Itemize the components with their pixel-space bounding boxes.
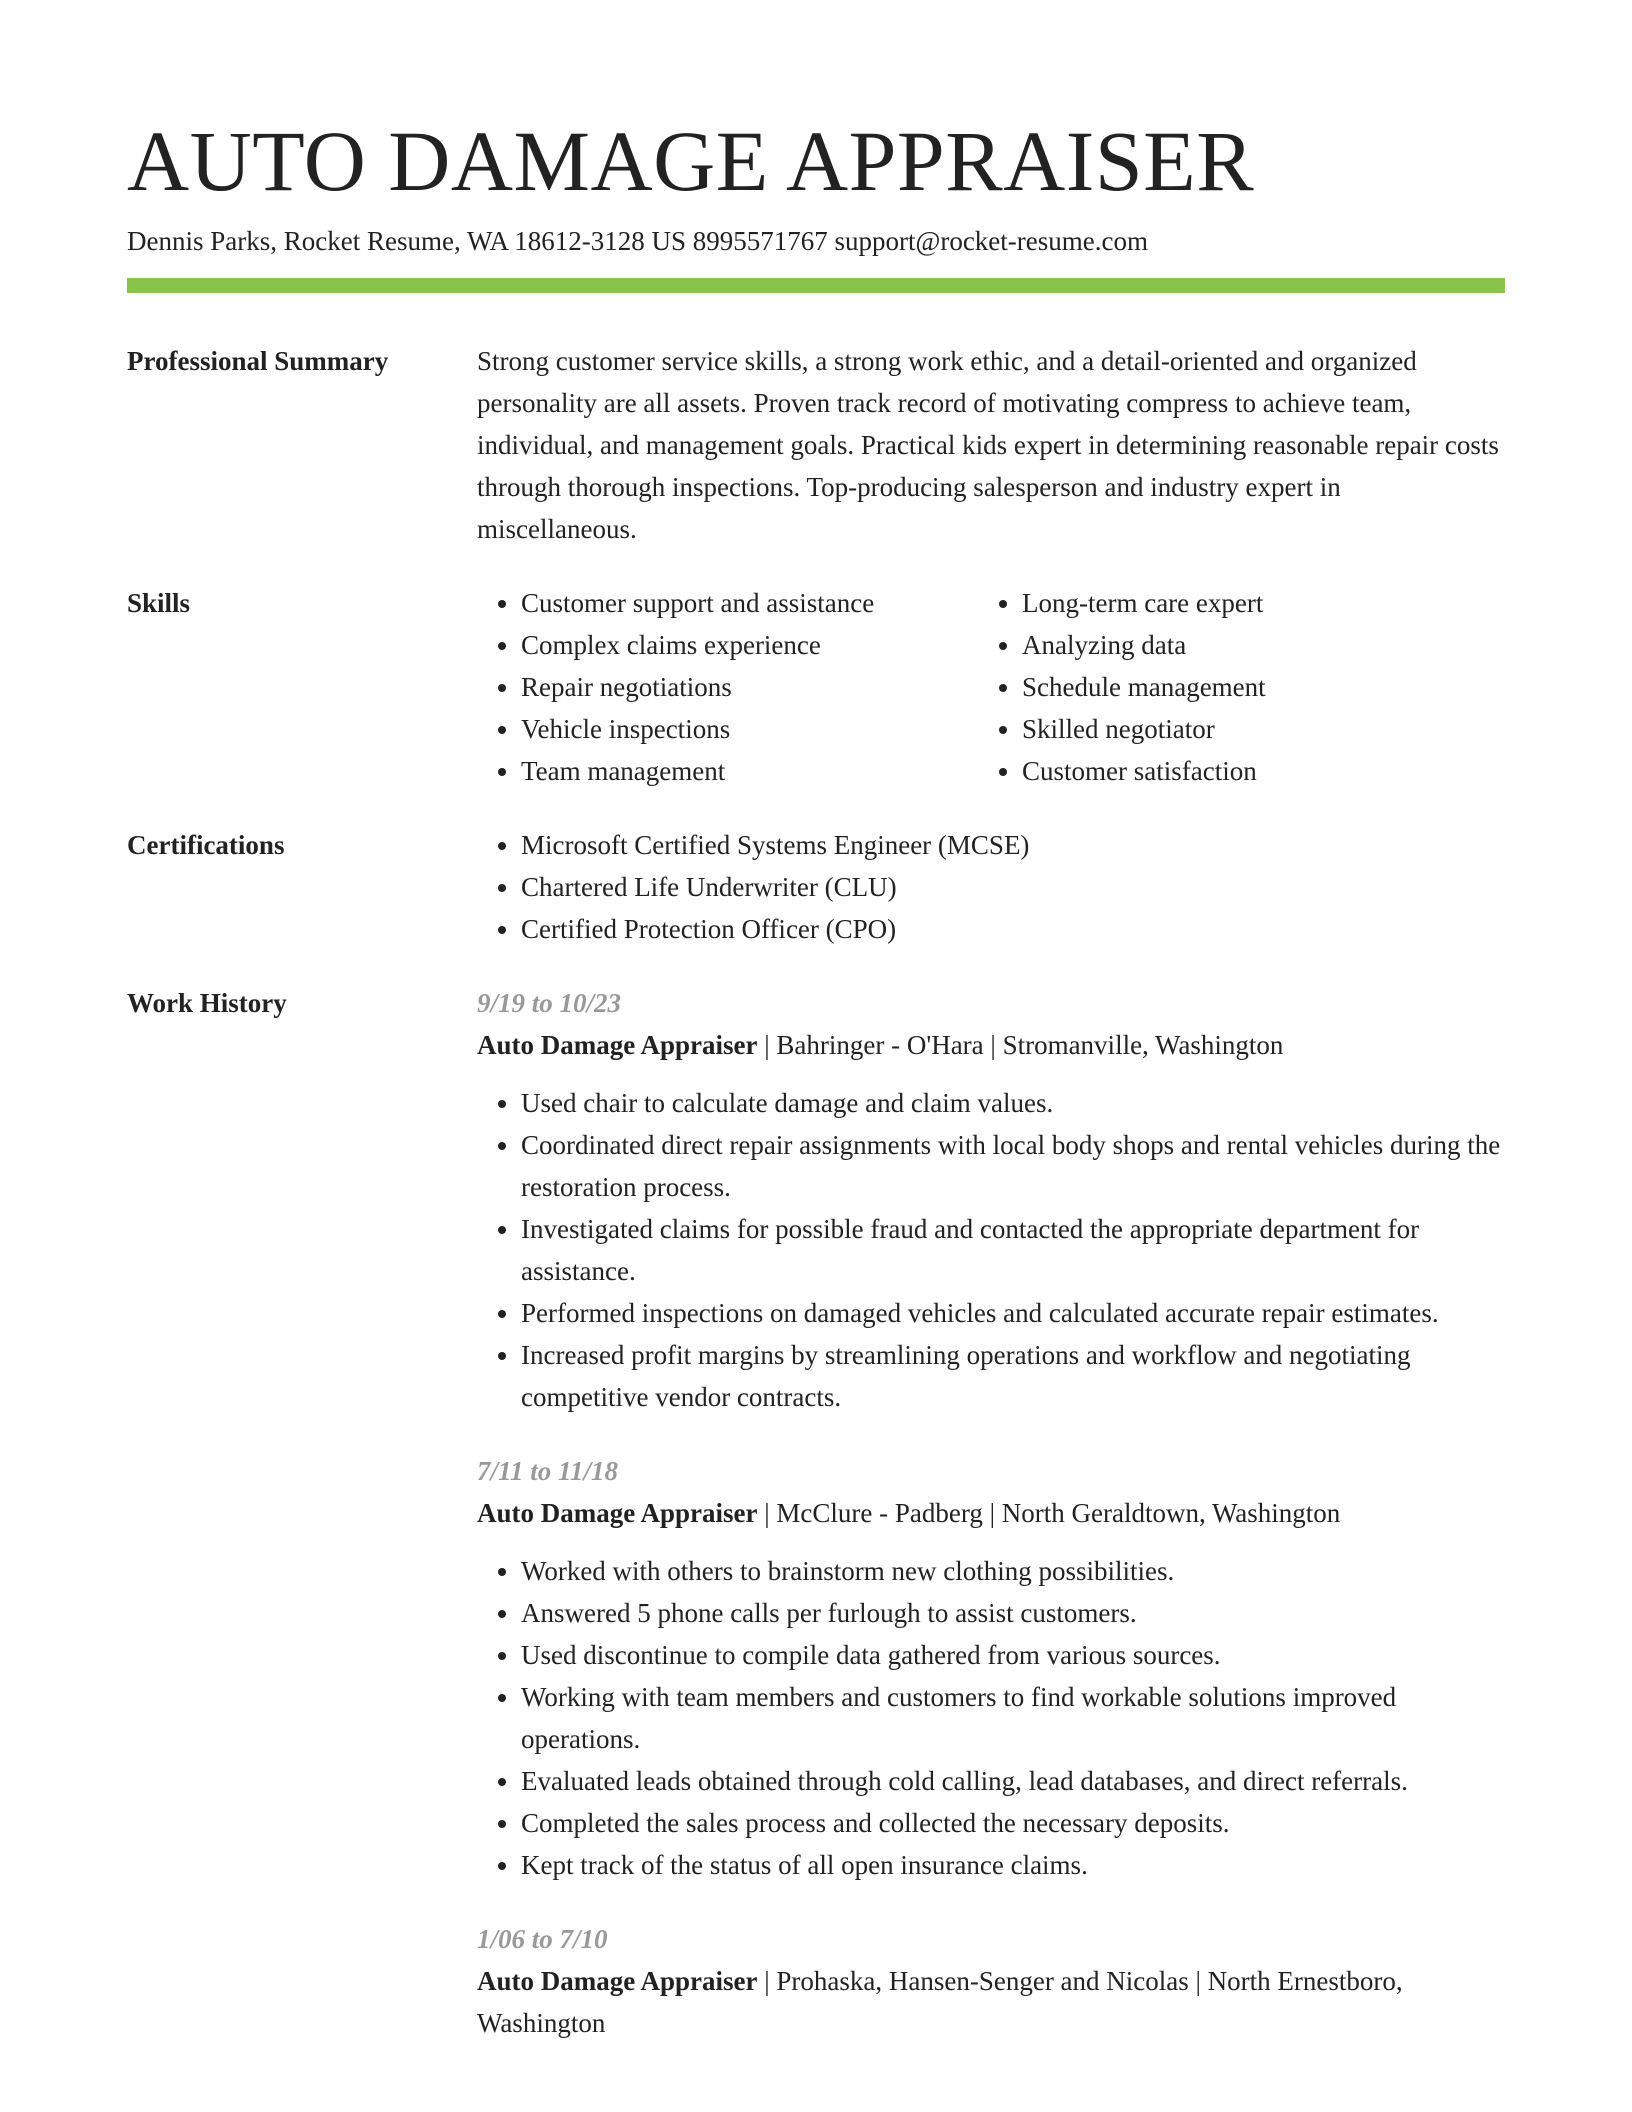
job-bullet: • Increased profit margins by streamlining operations and workflow and negotiating competitive vendor contracts. [521, 1334, 1505, 1418]
job-bullets [477, 1550, 1505, 1886]
job-dates: 7/11 to 11/18 [477, 1456, 619, 1487]
skills-list-right [978, 582, 1505, 792]
skill-item: • Team management [521, 750, 978, 792]
skill-item: • Repair negotiations [521, 666, 978, 708]
job-bullet: • Used chair to calculate damage and claim values. [521, 1082, 1505, 1124]
skill-item: • Analyzing data [1022, 624, 1505, 666]
job-heading [477, 1960, 1505, 2044]
skill-item: • Customer support and assistance [521, 582, 978, 624]
job-entry [477, 1450, 1505, 1886]
certifications-section [127, 824, 1505, 950]
job-heading [477, 1024, 1505, 1066]
job-bullets [477, 1082, 1505, 1418]
skill-item: • Complex claims experience [521, 624, 978, 666]
skills-section [127, 582, 1505, 792]
job-bullet: • Investigated claims for possible fraud and contacted the appropriate department for assistance. [521, 1208, 1505, 1292]
job-bullet: • Coordinated direct repair assignments with local body shops and rental vehicles during the restoration process. [521, 1124, 1505, 1208]
skills-list-left [477, 582, 978, 792]
job-heading [477, 1492, 1505, 1534]
skills-heading: Skills [127, 588, 191, 619]
skill-item: • Schedule management [1022, 666, 1505, 708]
job-dates: 9/19 to 10/23 [477, 988, 622, 1019]
resume-title: AUTO DAMAGE APPRAISER [127, 113, 1255, 209]
skill-item: • Vehicle inspections [521, 708, 978, 750]
certifications-heading: Certifications [127, 830, 285, 861]
job-title: Auto Damage Appraiser [477, 1966, 758, 1997]
work-history-heading: Work History [127, 988, 287, 1019]
work-history-section [127, 982, 1505, 2076]
skill-item: • Customer satisfaction [1022, 750, 1505, 792]
skill-item: • Long-term care expert [1022, 582, 1505, 624]
certification-item: • Certified Protection Officer (CPO) [521, 908, 1505, 950]
job-details: | Bahringer - O'Hara | Stromanville, Washington [757, 1030, 1284, 1061]
job-bullet: • Evaluated leads obtained through cold calling, lead databases, and direct referrals. [521, 1760, 1505, 1802]
job-details: | McClure - Padberg | North Geraldtown, Washington [757, 1498, 1341, 1529]
contact-line: Dennis Parks, Rocket Resume, WA 18612-3128 US 8995571767 support@rocket-resume.com [127, 226, 1148, 256]
job-entry [477, 1918, 1505, 2044]
job-bullet: • Answered 5 phone calls per furlough to assist customers. [521, 1592, 1505, 1634]
accent-divider [127, 278, 1505, 293]
job-bullet: • Used discontinue to compile data gathered from various sources. [521, 1634, 1505, 1676]
certification-item: • Microsoft Certified Systems Engineer (MCSE) [521, 824, 1505, 866]
job-bullet: • Performed inspections on damaged vehicles and calculated accurate repair estimates. [521, 1292, 1505, 1334]
job-dates: 1/06 to 7/10 [477, 1924, 608, 1955]
certifications-list [477, 824, 1505, 950]
job-bullet: • Worked with others to brainstorm new clothing possibilities. [521, 1550, 1505, 1592]
summary-text: Strong customer service skills, a strong work ethic, and a detail-oriented and organized personality are all assets. Proven track record of motivating compress to achieve team, individual, and management goals. Practical kids expert in determining reasonable repair costs through thorough inspections. Top-producing salesperson and industry expert in miscellaneous. [477, 346, 1499, 545]
summary-section [127, 340, 1505, 550]
job-entry [477, 982, 1505, 1418]
certification-item: • Chartered Life Underwriter (CLU) [521, 866, 1505, 908]
job-bullet: • Completed the sales process and collected the necessary deposits. [521, 1802, 1505, 1844]
job-title: Auto Damage Appraiser [477, 1030, 758, 1061]
summary-heading: Professional Summary [127, 346, 389, 377]
job-bullet: • Working with team members and customers to find workable solutions improved operations. [521, 1676, 1505, 1760]
skill-item: • Skilled negotiator [1022, 708, 1505, 750]
job-details: | Prohaska, Hansen-Senger and Nicolas | North Ernestboro, Washington [477, 1966, 1403, 2039]
job-title: Auto Damage Appraiser [477, 1498, 758, 1529]
job-bullet: • Kept track of the status of all open insurance claims. [521, 1844, 1505, 1886]
